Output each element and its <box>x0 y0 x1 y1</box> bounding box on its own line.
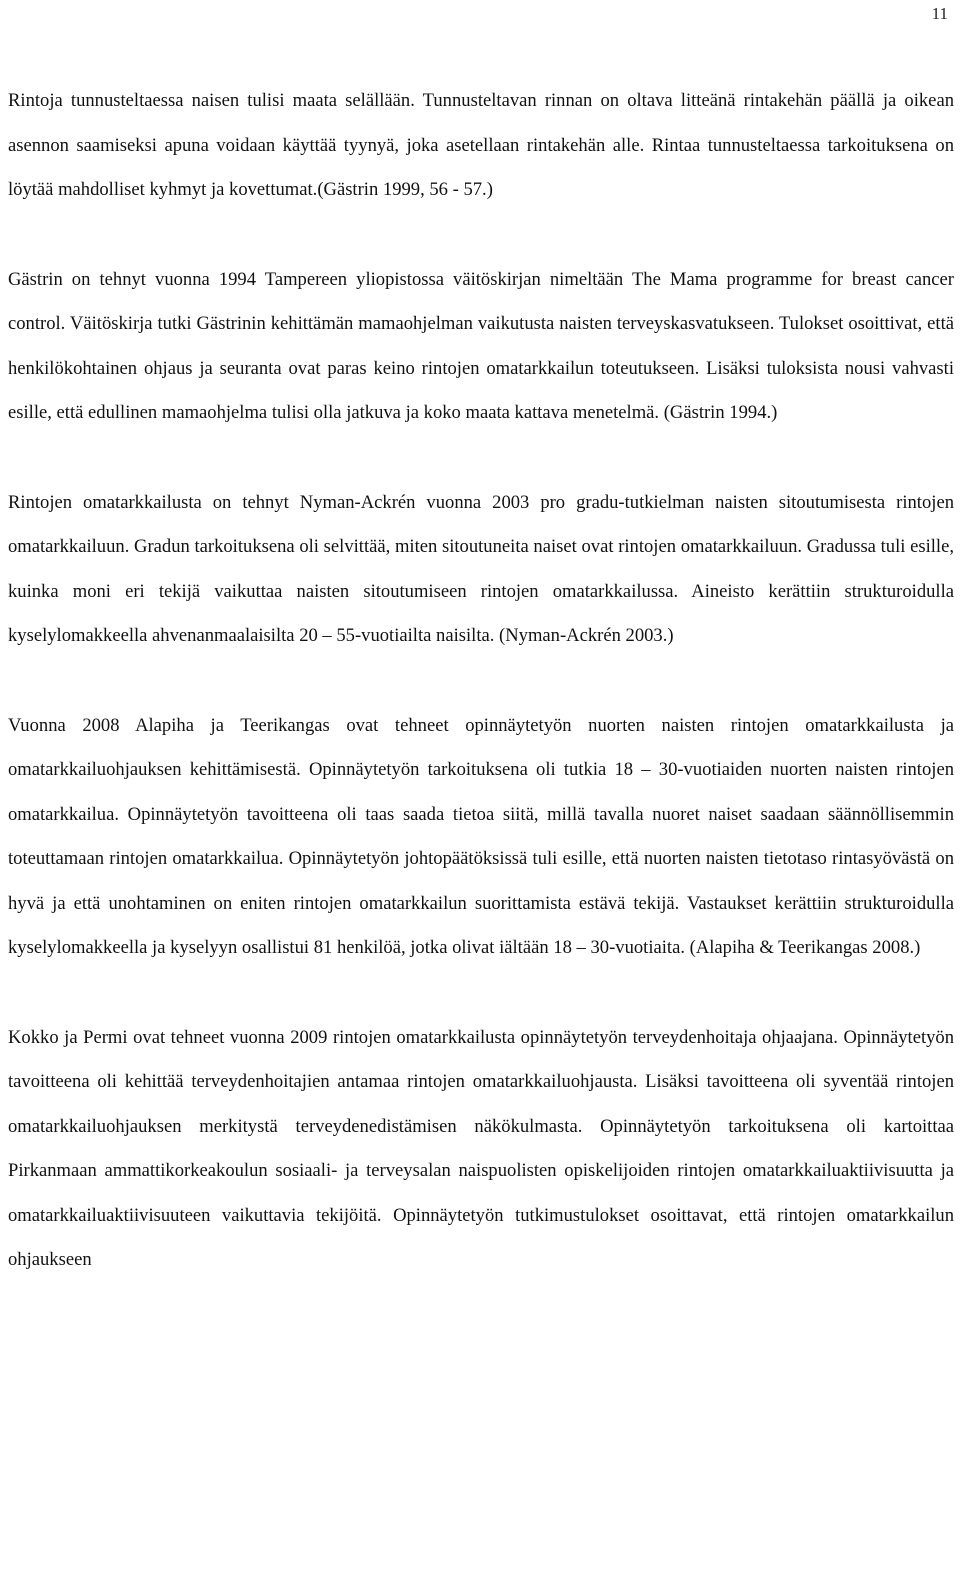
paragraph-alapiha-teerikangas-thesis: Vuonna 2008 Alapiha ja Teerikangas ovat tehneet opinnäytetyön nuorten naisten rintojen omatarkkailusta ja omatarkkailuohjauksen kehittämisestä. Opinnäytetyön tarkoituksena oli tutkia 18 – 30-vuotiaiden nuorten naisten rintojen omatarkkailua. Opinnäytetyön tavoitteena oli taas saada tietoa siitä, millä tavalla nuoret naiset saadaan säännöllisemmin toteuttamaan rintojen omatarkkailua. Opinnäytetyön johtopäätöksissä tuli esille, että nuorten naisten tietotaso rintasyövästä on hyvä ja että unohtaminen on eniten rintojen omatarkkailun suorittamista estävä tekijä. Vastaukset kerättiin strukturoidulla kyselylomakkeella ja kyselyyn osallistui 81 henkilöä, jotka olivat iältään 18 – 30-vuotiaita. (Alapiha & Teerikangas 2008.) <box>8 714 954 958</box>
paragraph-gastrin-dissertation: Gästrin on tehnyt vuonna 1994 Tampereen yliopistossa väitöskirjan nimeltään The Mama programme for breast cancer control. Väitöskirja tutki Gästrinin kehittämän mamaohjelman vaikutusta naisten terveyskasvatukseen. Tulokset osoittivat, että henkilökohtainen ohjaus ja seuranta ovat paras keino rintojen omatarkkailun toteutukseen. Lisäksi tuloksista nousi vahvasti esille, että edullinen mamaohjelma tulisi olla jatkuva ja koko maata kattava menetelmä. (Gästrin 1994.) <box>8 268 954 423</box>
paragraph-breast-self-examination: Rintoja tunnusteltaessa naisen tulisi maata selällään. Tunnusteltavan rinnan on oltava litteänä rintakehän päällä ja oikean asennon saamiseksi apuna voidaan käyttää tyynyä, joka asetellaan rintakehän alle. Rintaa tunnusteltaessa tarkoituksena on löytää mahdolliset kyhmyt ja kovettumat.(Gästrin 1999, 56 - 57.) <box>8 90 954 200</box>
page-number: 11 <box>931 4 948 23</box>
document-body <box>8 79 954 1283</box>
paragraph-kokko-permi-thesis: Kokko ja Permi ovat tehneet vuonna 2009 rintojen omatarkkailusta opinnäytetyön terveydenhoitaja ohjaajana. Opinnäytetyön tavoitteena oli kehittää terveydenhoitajien antamaa rintojen omatarkkailuohjausta. Lisäksi tavoitteena oli syventää rintojen omatarkkailuohjauksen merkitystä terveydenedistämisen näkökulmasta. Opinnäytetyön tarkoituksena oli kartoittaa Pirkanmaan ammattikorkeakoulun sosiaali- ja terveysalan naispuolisten opiskelijoiden rintojen omatarkkailuaktiivisuutta ja omatarkkailuaktiivisuuteen vaikuttavia tekijöitä. Opinnäytetyön tutkimustulokset osoittavat, että rintojen omatarkkailun ohjaukseen <box>8 1026 954 1270</box>
paragraph-nyman-ackren-thesis: Rintojen omatarkkailusta on tehnyt Nyman-Ackrén vuonna 2003 pro gradu-tutkielman naisten sitoutumisesta rintojen omatarkkailuun. Gradun tarkoituksena oli selvittää, miten sitoutuneita naiset ovat rintojen omatarkkailuun. Gradussa tuli esille, kuinka moni eri tekijä vaikuttaa naisten sitoutumiseen rintojen omatarkkailussa. Aineisto kerättiin strukturoidulla kyselylomakkeella ahvenanmaalaisilta 20 – 55-vuotiailta naisilta. (Nyman-Ackrén 2003.) <box>8 491 954 646</box>
